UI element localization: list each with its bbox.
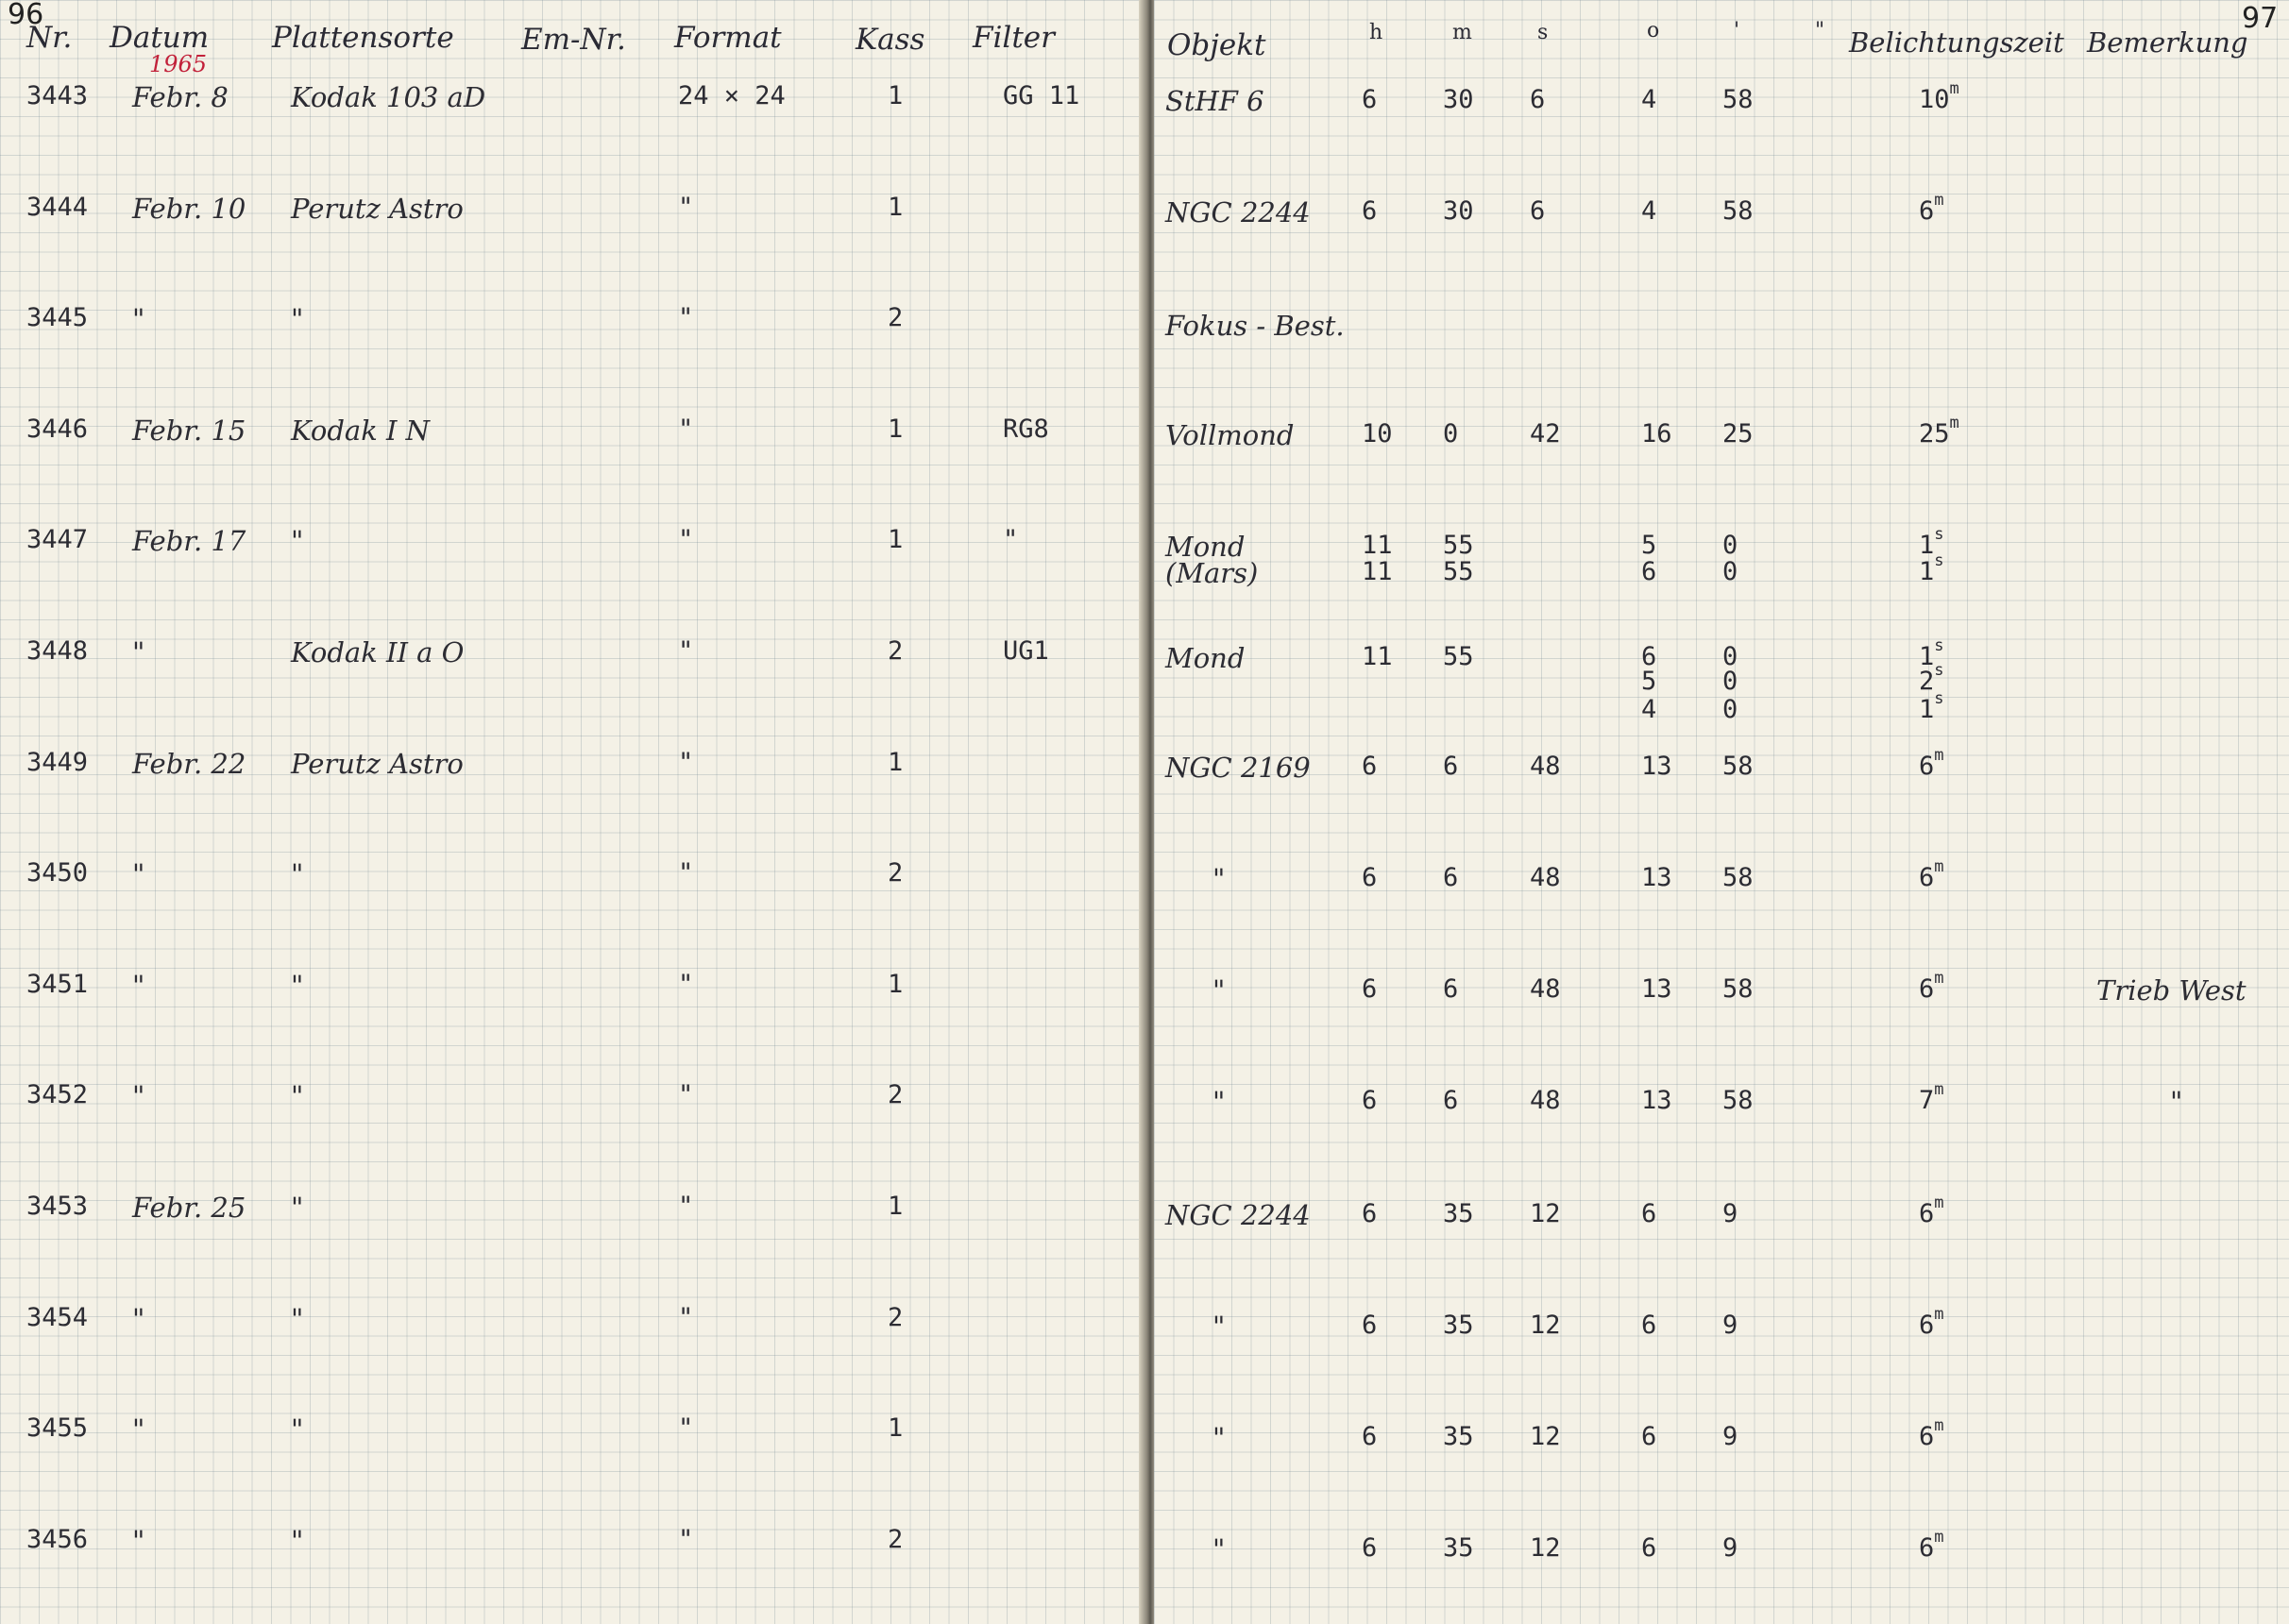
plate-date: " bbox=[132, 1080, 145, 1113]
ra-minutes: 6 bbox=[1443, 1086, 1459, 1115]
exposure-unit: m bbox=[1934, 1080, 1944, 1099]
exposure-unit: m bbox=[1934, 1528, 1944, 1547]
header-m: m bbox=[1452, 21, 1472, 44]
filter: GG 11 bbox=[1003, 81, 1080, 110]
plate-format: " bbox=[678, 1302, 694, 1332]
dec-degrees: 4 bbox=[1641, 695, 1657, 724]
plate-date: " bbox=[132, 1524, 145, 1557]
dec-arcminutes: 0 bbox=[1722, 531, 1738, 560]
header-datum: Datum bbox=[110, 21, 210, 55]
object-name: " bbox=[1212, 863, 1226, 895]
ra-hours: 6 bbox=[1362, 974, 1378, 1004]
ra-minutes: 35 bbox=[1443, 1199, 1474, 1228]
left-page bbox=[0, 0, 1144, 1624]
plate-format: " bbox=[678, 525, 694, 555]
plate-number: 3443 bbox=[26, 81, 89, 110]
plate-number: 3454 bbox=[26, 1302, 89, 1332]
remark: " bbox=[2170, 1086, 2183, 1118]
cassette: 1 bbox=[888, 192, 904, 222]
ra-seconds: 48 bbox=[1530, 752, 1561, 781]
exposure-unit: m bbox=[1934, 1305, 1944, 1324]
exposure-unit: m bbox=[1949, 79, 1959, 98]
plate-type: " bbox=[291, 525, 304, 558]
cassette: 2 bbox=[888, 636, 904, 666]
page-number: 96 bbox=[8, 0, 44, 31]
object-name: " bbox=[1212, 974, 1226, 1007]
remark: Trieb West bbox=[2096, 974, 2247, 1007]
cassette: 1 bbox=[888, 969, 904, 999]
exposure-unit: s bbox=[1934, 551, 1944, 570]
dec-arcminutes: 0 bbox=[1722, 695, 1738, 724]
plate-type: " bbox=[291, 1413, 304, 1446]
plate-format: " bbox=[678, 192, 694, 222]
exposure-time: 7$^m$ bbox=[1919, 1080, 1944, 1115]
plate-number: 3456 bbox=[26, 1524, 89, 1554]
dec-degrees: 6 bbox=[1641, 1422, 1657, 1451]
dec-arcminutes: 58 bbox=[1722, 1086, 1754, 1115]
plate-format: " bbox=[678, 1524, 694, 1554]
plate-type: " bbox=[291, 1192, 304, 1224]
plate-date: Febr. 10 bbox=[132, 192, 246, 225]
cassette: 2 bbox=[888, 303, 904, 333]
exposure-time: 6$^m$ bbox=[1919, 1416, 1944, 1451]
dec-degrees: 6 bbox=[1641, 642, 1657, 671]
ra-minutes: 35 bbox=[1443, 1533, 1474, 1563]
plate-type: Kodak I N bbox=[291, 414, 431, 447]
ra-minutes: 55 bbox=[1443, 557, 1474, 586]
exposure-unit: s bbox=[1934, 661, 1944, 680]
dec-arcminutes: 58 bbox=[1722, 974, 1754, 1004]
header-objekt: Objekt bbox=[1167, 28, 1266, 62]
plate-number: 3455 bbox=[26, 1413, 89, 1444]
object-name: " bbox=[1212, 1533, 1226, 1565]
right-page bbox=[1154, 0, 2289, 1624]
dec-degrees: 13 bbox=[1641, 752, 1672, 781]
plate-date: Febr. 8 bbox=[132, 81, 229, 113]
dec-degrees: 16 bbox=[1641, 419, 1672, 448]
plate-type: Kodak 103 aD bbox=[291, 81, 486, 113]
object-name: Fokus - Best. bbox=[1165, 310, 1345, 342]
ra-minutes: 30 bbox=[1443, 196, 1474, 226]
ra-minutes: 6 bbox=[1443, 752, 1459, 781]
exposure-time: 6$^m$ bbox=[1919, 1528, 1944, 1563]
exposure-unit: s bbox=[1934, 525, 1944, 544]
ra-minutes: 6 bbox=[1443, 863, 1459, 892]
plate-format: " bbox=[678, 636, 694, 666]
cassette: 1 bbox=[888, 1413, 904, 1444]
filter: " bbox=[1003, 525, 1019, 555]
exposure-time: 1$^s$ bbox=[1919, 636, 1944, 671]
object-name: NGC 2244 bbox=[1165, 1199, 1311, 1231]
ra-minutes: 30 bbox=[1443, 85, 1474, 114]
dec-degrees: 6 bbox=[1641, 557, 1657, 586]
ra-minutes: 55 bbox=[1443, 531, 1474, 560]
plate-number: 3446 bbox=[26, 414, 89, 444]
dec-degrees: 13 bbox=[1641, 1086, 1672, 1115]
dec-arcminutes: 58 bbox=[1722, 863, 1754, 892]
ra-hours: 6 bbox=[1362, 1422, 1378, 1451]
object-name: Mond bbox=[1165, 642, 1246, 674]
exposure-time: 1$^s$ bbox=[1919, 689, 1944, 724]
object-name: (Mars) bbox=[1165, 557, 1259, 589]
header-filter: Filter bbox=[973, 21, 1055, 55]
cassette: 2 bbox=[888, 858, 904, 888]
plate-type: " bbox=[291, 1080, 304, 1113]
plate-format: " bbox=[678, 1413, 694, 1444]
plate-date: " bbox=[132, 636, 145, 668]
plate-type: " bbox=[291, 1302, 304, 1335]
plate-type: " bbox=[291, 303, 304, 336]
ra-seconds: 48 bbox=[1530, 1086, 1561, 1115]
exposure-time: 1$^s$ bbox=[1919, 551, 1944, 586]
exposure-time: 6$^m$ bbox=[1919, 1305, 1944, 1340]
plate-number: 3445 bbox=[26, 303, 89, 333]
ra-minutes: 55 bbox=[1443, 642, 1474, 671]
cassette: 1 bbox=[888, 747, 904, 777]
plate-number: 3453 bbox=[26, 1192, 89, 1221]
plate-format: " bbox=[678, 1080, 694, 1110]
ra-seconds: 6 bbox=[1530, 196, 1546, 226]
plate-type: Kodak II a O bbox=[291, 636, 465, 668]
dec-arcminutes: 9 bbox=[1722, 1311, 1738, 1340]
header-bemerkung: Bemerkung bbox=[2087, 26, 2248, 59]
cassette: 2 bbox=[888, 1524, 904, 1554]
dec-degrees: 6 bbox=[1641, 1533, 1657, 1563]
ra-seconds: 48 bbox=[1530, 863, 1561, 892]
dec-arcminutes: 9 bbox=[1722, 1533, 1738, 1563]
ra-seconds: 48 bbox=[1530, 974, 1561, 1004]
object-name: " bbox=[1212, 1311, 1226, 1343]
plate-format: " bbox=[678, 747, 694, 777]
ra-minutes: 0 bbox=[1443, 419, 1459, 448]
plate-date: " bbox=[132, 969, 145, 1002]
ra-seconds: 12 bbox=[1530, 1533, 1561, 1563]
exposure-unit: m bbox=[1934, 191, 1944, 210]
ra-hours: 6 bbox=[1362, 196, 1378, 226]
cassette: 1 bbox=[888, 1192, 904, 1221]
header-belichtungszeit: Belichtungszeit bbox=[1849, 26, 2064, 59]
header-sec: " bbox=[1815, 19, 1825, 42]
dec-degrees: 13 bbox=[1641, 863, 1672, 892]
cassette: 1 bbox=[888, 525, 904, 555]
plate-number: 3451 bbox=[26, 969, 89, 999]
plate-format: " bbox=[678, 858, 694, 888]
dec-degrees: 5 bbox=[1641, 667, 1657, 696]
exposure-unit: s bbox=[1934, 636, 1944, 655]
ra-hours: 11 bbox=[1362, 642, 1393, 671]
ra-minutes: 35 bbox=[1443, 1311, 1474, 1340]
plate-date: Febr. 15 bbox=[132, 414, 246, 447]
plate-format: " bbox=[678, 1192, 694, 1221]
ra-hours: 6 bbox=[1362, 85, 1378, 114]
plate-number: 3444 bbox=[26, 192, 89, 222]
exposure-unit: s bbox=[1934, 689, 1944, 708]
exposure-unit: m bbox=[1934, 746, 1944, 765]
dec-arcminutes: 58 bbox=[1722, 85, 1754, 114]
object-name: " bbox=[1212, 1422, 1226, 1454]
dec-degrees: 5 bbox=[1641, 531, 1657, 560]
exposure-unit: m bbox=[1949, 414, 1959, 432]
exposure-time: 6$^m$ bbox=[1919, 746, 1944, 781]
filter: UG1 bbox=[1003, 636, 1049, 666]
header-format: Format bbox=[674, 21, 782, 55]
ra-hours: 6 bbox=[1362, 1311, 1378, 1340]
exposure-time: 6$^m$ bbox=[1919, 857, 1944, 892]
ra-hours: 6 bbox=[1362, 1533, 1378, 1563]
exposure-unit: m bbox=[1934, 857, 1944, 876]
dec-degrees: 6 bbox=[1641, 1311, 1657, 1340]
exposure-time: 25$^m$ bbox=[1919, 414, 1959, 448]
dec-degrees: 4 bbox=[1641, 85, 1657, 114]
dec-arcminutes: 0 bbox=[1722, 667, 1738, 696]
dec-degrees: 6 bbox=[1641, 1199, 1657, 1228]
cassette: 2 bbox=[888, 1302, 904, 1332]
plate-format: " bbox=[678, 969, 694, 999]
dec-arcminutes: 0 bbox=[1722, 557, 1738, 586]
exposure-time: 6$^m$ bbox=[1919, 969, 1944, 1004]
plate-type: " bbox=[291, 858, 304, 891]
exposure-unit: m bbox=[1934, 969, 1944, 988]
exposure-time: 6$^m$ bbox=[1919, 1193, 1944, 1228]
ra-hours: 6 bbox=[1362, 1086, 1378, 1115]
header-s: s bbox=[1537, 21, 1549, 44]
plate-format: " bbox=[678, 303, 694, 333]
plate-number: 3452 bbox=[26, 1080, 89, 1110]
cassette: 1 bbox=[888, 81, 904, 110]
ra-hours: 6 bbox=[1362, 1199, 1378, 1228]
plate-date: " bbox=[132, 1302, 145, 1335]
dec-arcminutes: 58 bbox=[1722, 752, 1754, 781]
dec-arcminutes: 9 bbox=[1722, 1199, 1738, 1228]
plate-format: 24 × 24 bbox=[678, 81, 786, 110]
plate-date: " bbox=[132, 303, 145, 336]
header-plattensorte: Plattensorte bbox=[272, 21, 454, 55]
plate-number: 3448 bbox=[26, 636, 89, 666]
plate-number: 3450 bbox=[26, 858, 89, 888]
exposure-time: 10$^m$ bbox=[1919, 79, 1959, 114]
ra-seconds: 12 bbox=[1530, 1311, 1561, 1340]
exposure-time: 1$^s$ bbox=[1919, 525, 1944, 560]
header-h: h bbox=[1369, 21, 1383, 44]
ra-seconds: 42 bbox=[1530, 419, 1561, 448]
plate-date: Febr. 22 bbox=[132, 747, 246, 780]
object-name: NGC 2169 bbox=[1165, 752, 1311, 784]
object-name: NGC 2244 bbox=[1165, 196, 1311, 228]
plate-date: " bbox=[132, 1413, 145, 1446]
ra-hours: 10 bbox=[1362, 419, 1393, 448]
plate-type: " bbox=[291, 1524, 304, 1557]
header-min: ' bbox=[1734, 19, 1740, 42]
dec-arcminutes: 25 bbox=[1722, 419, 1754, 448]
ra-hours: 11 bbox=[1362, 531, 1393, 560]
object-name: StHF 6 bbox=[1165, 85, 1264, 117]
exposure-time: 6$^m$ bbox=[1919, 191, 1944, 226]
plate-date: " bbox=[132, 858, 145, 891]
object-name: " bbox=[1212, 1086, 1226, 1118]
year-note: 1965 bbox=[149, 51, 208, 77]
header-nr: Nr. bbox=[26, 21, 73, 55]
page-number: 97 bbox=[2242, 2, 2279, 35]
header-em-nr: Em-Nr. bbox=[521, 23, 626, 57]
exposure-unit: m bbox=[1934, 1416, 1944, 1435]
ra-seconds: 12 bbox=[1530, 1422, 1561, 1451]
dec-degrees: 13 bbox=[1641, 974, 1672, 1004]
header-kass: Kass bbox=[856, 23, 925, 57]
plate-date: Febr. 25 bbox=[132, 1192, 246, 1224]
filter: RG8 bbox=[1003, 414, 1049, 444]
ra-minutes: 35 bbox=[1443, 1422, 1474, 1451]
ra-hours: 6 bbox=[1362, 752, 1378, 781]
plate-type: Perutz Astro bbox=[291, 192, 464, 225]
object-name: Mond bbox=[1165, 531, 1246, 563]
plate-type: Perutz Astro bbox=[291, 747, 464, 780]
dec-arcminutes: 58 bbox=[1722, 196, 1754, 226]
plate-number: 3449 bbox=[26, 747, 89, 777]
exposure-unit: m bbox=[1934, 1193, 1944, 1212]
cassette: 2 bbox=[888, 1080, 904, 1110]
ra-seconds: 6 bbox=[1530, 85, 1546, 114]
plate-number: 3447 bbox=[26, 525, 89, 555]
ra-hours: 11 bbox=[1362, 557, 1393, 586]
ra-minutes: 6 bbox=[1443, 974, 1459, 1004]
ra-hours: 6 bbox=[1362, 863, 1378, 892]
ra-seconds: 12 bbox=[1530, 1199, 1561, 1228]
plate-format: " bbox=[678, 414, 694, 444]
exposure-time: 2$^s$ bbox=[1919, 661, 1944, 696]
object-name: Vollmond bbox=[1165, 419, 1295, 451]
dec-arcminutes: 9 bbox=[1722, 1422, 1738, 1451]
header-deg: o bbox=[1647, 19, 1660, 42]
plate-date: Febr. 17 bbox=[132, 525, 246, 558]
dec-degrees: 4 bbox=[1641, 196, 1657, 226]
dec-arcminutes: 0 bbox=[1722, 642, 1738, 671]
cassette: 1 bbox=[888, 414, 904, 444]
plate-type: " bbox=[291, 969, 304, 1002]
